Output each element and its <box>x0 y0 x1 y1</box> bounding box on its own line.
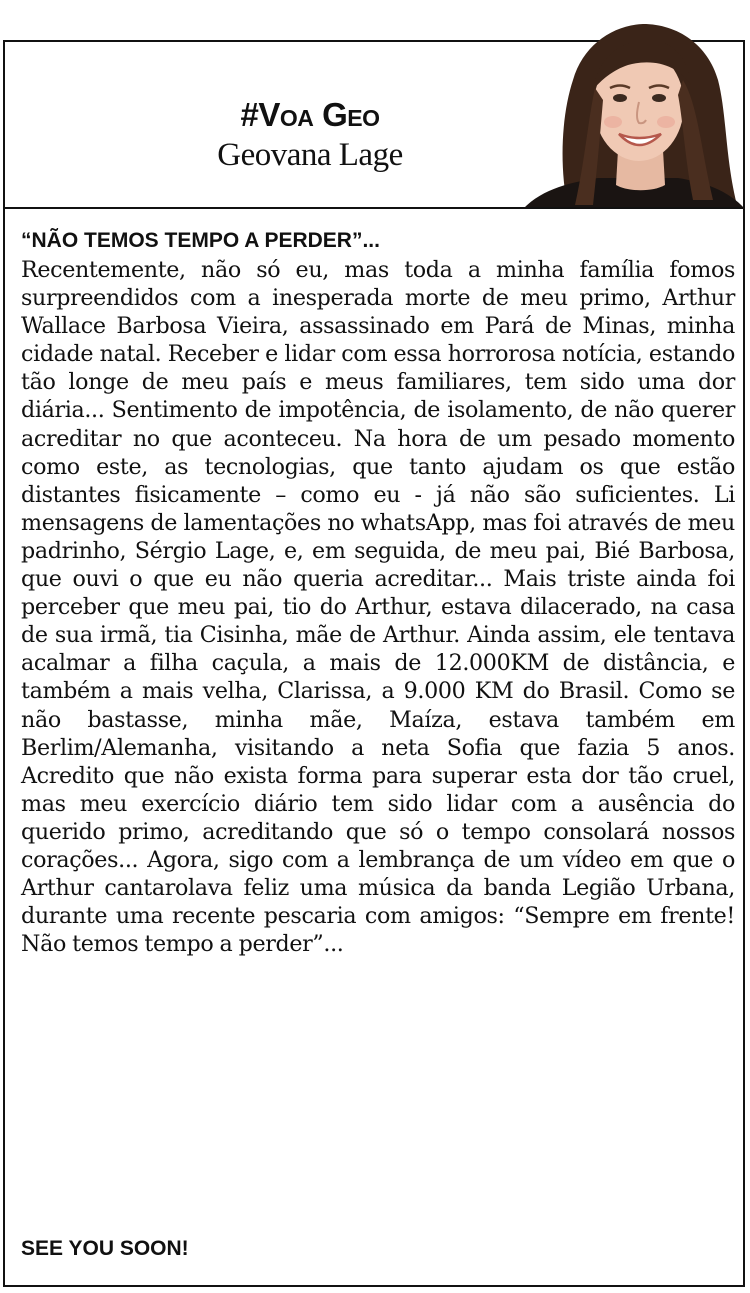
author-portrait-icon <box>513 10 745 209</box>
column-header <box>5 42 743 208</box>
article-signoff: SEE YOU SOON! <box>21 1237 189 1260</box>
article-headline: “NÃO TEMOS TEMPO A PERDER”... <box>21 229 380 252</box>
header-divider <box>5 207 743 209</box>
author-name: Geovana Lage <box>217 137 403 173</box>
column-kicker: #Voa Geo <box>240 96 380 133</box>
column-box <box>3 40 745 1287</box>
article-body: Recentemente, não só eu, mas toda a minha família fomos surpreendidos com a inesperada morte de meu primo, Arthur Wallace Barbosa Vieira, assassinado em Pará de Minas, minha cidade natal. Receber e lidar com essa horrorosa notícia, estando tão longe de meu país e meus familiares, tem sido uma dor diária... Sentimento de impotência, de isolamento, de não querer acreditar no que aconteceu. Na hora de um pesado momento como este, as tecnologias, que tanto ajudam os que estão distantes fisicamente – como eu - já não são suficientes. Li mensagens de lamentações no whatsApp, mas foi através de meu padrinho, Sérgio Lage, e, em seguida, de meu pai, Bié Barbosa, que ouvi o que eu não queria acreditar... Mais triste ainda foi perceber que meu pai, tio do Arthur, estava dilacerado, na casa de sua irmã, tia Cisinha, mãe de Arthur. Ainda assim, ele tentava acalmar a filha caçula, a mais de 12.000KM de distância, e também a mais velha, Clarissa, a 9.000 KM do Brasil. Como se não bastasse, minha mãe, Maíza, estava também em Berlim/Alemanha, visitando a neta Sofia que fazia 5 anos. Acredito que não exista forma para superar esta dor tão cruel, mas meu exercício diário tem sido lidar com a ausência do querido primo, acreditando que só o tempo consolará nossos corações... Agora, sigo com a lembrança de um vídeo em que o Arthur cantarolava feliz uma música da banda Legião Urbana, durante uma recente pescaria com amigos: “Sempre em frente! Não temos tempo a perder”... <box>21 257 735 958</box>
author-photo <box>513 10 745 209</box>
